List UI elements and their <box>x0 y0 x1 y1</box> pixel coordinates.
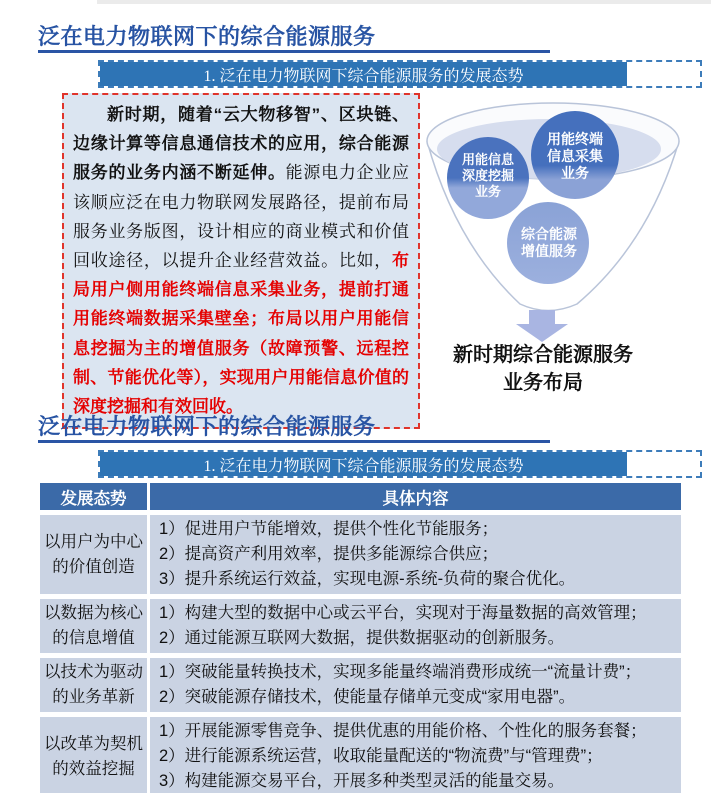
table-row <box>40 658 681 712</box>
textbox-red-emphasis-text: 布局用户侧用能终端信息采集业务，提前打通用能终端数据采集壁垒；布局以用户用能信息挖掘为主的增值服务（故障预警、远程控制、节能优化等），实现用户用能信息价值的深度挖掘和有效回收。 <box>73 251 409 417</box>
section2-banner-text: 1. 泛在电力物联网下综合能源服务的发展态势 <box>100 452 627 476</box>
item-line: 2）突破能源存储技术，使能量存储单元变成“家用电器”。 <box>159 688 576 706</box>
funnel-caption <box>430 341 656 397</box>
funnel-circle-label-collection <box>531 131 619 182</box>
label-line: 信息采集 <box>547 148 603 164</box>
section2-title: 泛在电力物联网下的综合能源服务 <box>38 414 376 439</box>
row-label <box>40 515 150 594</box>
textbox-paragraph <box>73 100 409 421</box>
section1-banner <box>98 60 702 88</box>
section2-title-rule <box>38 440 550 443</box>
label-line: 综合能源 <box>521 226 577 242</box>
caption-line-2: 业务布局 <box>503 372 583 394</box>
section1-textbox <box>62 93 420 429</box>
caption-line-1: 新时期综合能源服务 <box>453 344 633 366</box>
item-line: 1）突破能量转换技术，实现多能量终端消费形成统一“流量计费”； <box>159 663 642 681</box>
label-line: 业务 <box>474 184 501 199</box>
item-line: 2）通过能源互联网大数据，提供数据驱动的创新服务。 <box>159 629 565 647</box>
item-line: 3）提升系统运行效益，实现电源-系统-负荷的聚合优化。 <box>159 570 576 588</box>
row-label-line: 以数据为核心 <box>44 604 143 622</box>
development-table <box>40 483 681 793</box>
section1-title: 泛在电力物联网下的综合能源服务 <box>38 24 376 49</box>
table-row <box>40 717 681 793</box>
top-edge-strip <box>97 0 711 4</box>
row-label-line: 以改革为契机 <box>44 734 143 753</box>
table-header-row <box>40 483 681 510</box>
table-header-content: 具体内容 <box>382 489 449 508</box>
row-items <box>150 658 681 712</box>
item-line: 3）构建能源交易平台，开展多种类型灵活的能量交易。 <box>159 772 565 790</box>
table-header-trend: 发展态势 <box>40 483 150 510</box>
label-line: 增值服务 <box>521 243 577 259</box>
table-row <box>40 599 681 653</box>
textbox-bold-black-text: 新时期，随着“云大物移智”、区块链、边缘计算等信息通信技术的应用，综合能源服务的业务内涵不断延伸。 <box>73 105 409 183</box>
item-line: 1）促进用户节能增效，提供个性化节能服务； <box>159 520 499 538</box>
textbox-regular-text: 能源电力企业应该顺应泛在电力物联网发展路径，提前布局服务业务版图，设计相应的商业模式和价值回收途径，以提升企业经营效益。比如， <box>73 163 410 271</box>
row-items <box>150 599 681 653</box>
label-line: 用能信息 <box>461 152 514 167</box>
row-label-line: 的效益挖掘 <box>52 759 135 778</box>
down-arrow-icon <box>516 310 568 342</box>
row-items <box>150 515 681 594</box>
item-line: 1）开展能源零售竞争、提供优惠的用能价格、个性化的服务套餐； <box>159 722 647 740</box>
section1-title-rule <box>38 50 550 53</box>
row-label-line: 的信息增值 <box>52 629 135 647</box>
funnel-circle-label-value-added <box>504 226 594 260</box>
label-line: 深度挖掘 <box>461 168 514 183</box>
row-label <box>40 717 150 793</box>
section2-banner <box>98 450 702 478</box>
funnel-circle-label-mining <box>446 152 530 200</box>
row-label-line: 以技术为驱动 <box>44 663 143 681</box>
row-label-line: 的业务革新 <box>52 688 135 706</box>
row-label-line: 的价值创造 <box>52 557 135 576</box>
row-label <box>40 599 150 653</box>
row-label-line: 以用户为中心 <box>44 532 143 551</box>
table-row <box>40 515 681 594</box>
row-items <box>150 717 681 793</box>
section1-banner-text: 1. 泛在电力物联网下综合能源服务的发展态势 <box>100 62 627 86</box>
row-label <box>40 658 150 712</box>
label-line: 用能终端 <box>547 131 603 147</box>
item-line: 2）提高资产利用效率，提供多能源综合供应； <box>159 545 499 563</box>
item-line: 1）构建大型的数据中心或云平台，实现对于海量数据的高效管理； <box>159 604 647 622</box>
item-line: 2）进行能源系统运营，收取能量配送的“物流费”与“管理费”； <box>159 747 603 765</box>
label-line: 业务 <box>561 165 589 181</box>
